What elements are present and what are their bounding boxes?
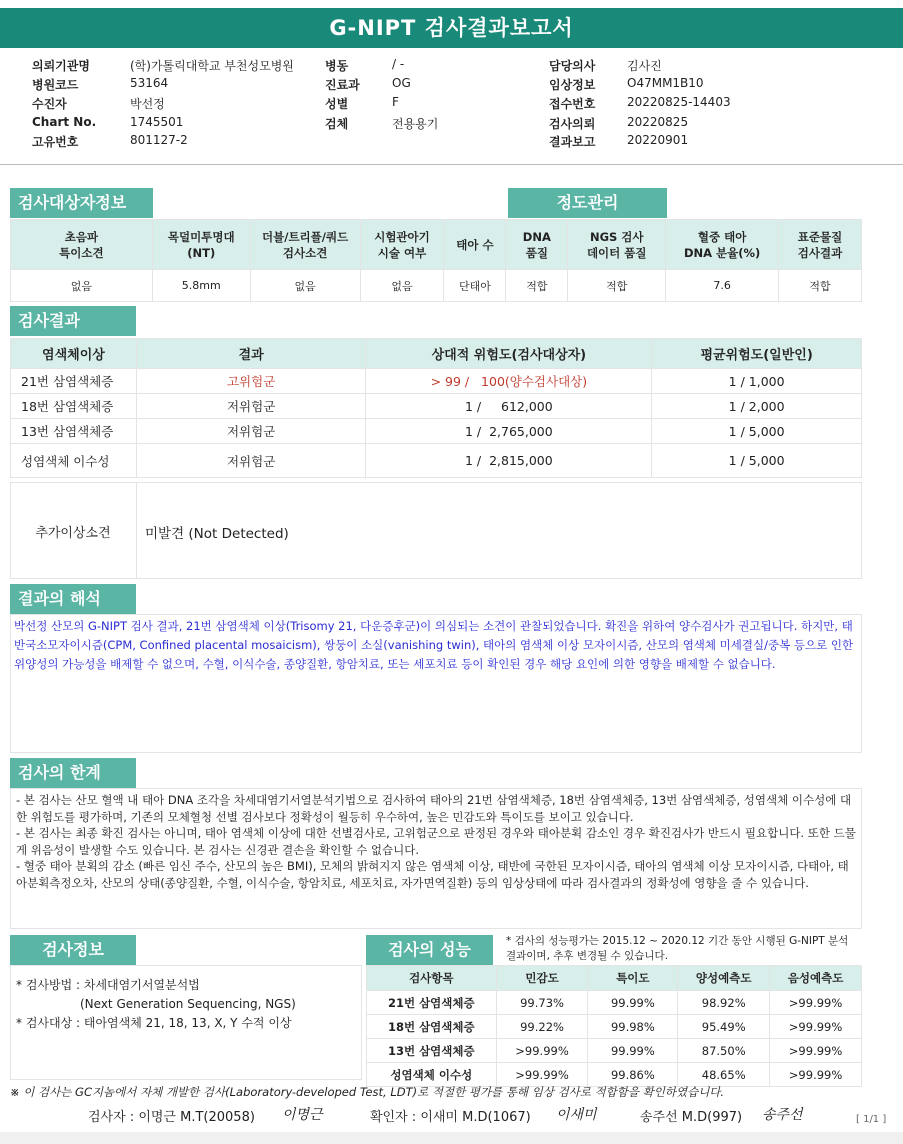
performance-value: >99.99%: [770, 991, 862, 1015]
test-info-text: [16, 976, 296, 1033]
subject-header: 태아 수: [444, 220, 506, 270]
result-status: 저위험군: [136, 444, 366, 478]
result-row: [11, 444, 862, 478]
result-risk: > 99 / 100(양수검사대상): [366, 369, 652, 394]
performance-row: [367, 1015, 862, 1039]
performance-value: 48.65%: [678, 1063, 770, 1087]
performance-table: [366, 965, 862, 1087]
subject-header: 초음파 특이소견: [11, 220, 153, 270]
divider: [136, 482, 137, 579]
subject-value: 적합: [506, 270, 568, 302]
subject-header: 혈중 태아 DNA 분율(%): [666, 220, 779, 270]
result-status: 고위험군: [136, 369, 366, 394]
subject-header: DNA 품질: [506, 220, 568, 270]
performance-header: 민감도: [496, 966, 588, 991]
results-table: [10, 338, 862, 478]
section-performance: 검사의 성능: [366, 935, 493, 965]
performance-value: 98.92%: [678, 991, 770, 1015]
performance-value: >99.99%: [496, 1039, 588, 1063]
performance-value: 99.99%: [588, 1039, 678, 1063]
performance-row: [367, 1063, 862, 1087]
performance-value: 87.50%: [678, 1039, 770, 1063]
performance-value: >99.99%: [770, 1063, 862, 1087]
result-chromosome: 21번 삼염색체증: [11, 369, 137, 394]
result-status: 저위험군: [136, 419, 366, 444]
info-value: 53164: [130, 76, 169, 90]
performance-value: 99.73%: [496, 991, 588, 1015]
interpretation-text: 박선정 산모의 G-NIPT 검사 결과, 21번 삼염색체 이상(Trisomy 21, 다운증후군)이 의심되는 소견이 관찰되었습니다. 확진을 위하여 양수검사가 권고됩니다. 하지만, 태반국소모자이시즘(CPM, Confined placental mosaicism), 쌍둥이 소실(vanishing twin), 태아의 염색체 이상 모자이시즘, 산모의 염색체 미세결실/중복 등으로 인한 위양성의 가능성을 배제할 수 없으며, 수혈, 이식수술, 종양질환, 항암치료, 또는 세포치료 등이 확인된 경우 해당 요인에 의한 영향을 배제할 수 없습니다.: [14, 619, 854, 671]
result-header: 상대적 위험도(검사대상자): [366, 339, 652, 369]
subject-header: NGS 검사 데이터 품질: [568, 220, 666, 270]
performance-item: 21번 삼염색체증: [367, 991, 497, 1015]
result-chromosome: 13번 삼염색체증: [11, 419, 137, 444]
additional-findings-value: 미발견 (Not Detected): [145, 526, 289, 542]
info-label: 접수번호: [549, 97, 596, 111]
performance-item: 13번 삼염색체증: [367, 1039, 497, 1063]
result-chromosome: 18번 삼염색체증: [11, 394, 137, 419]
result-risk: 1 / 2,765,000: [366, 419, 652, 444]
subject-value: 적합: [568, 270, 666, 302]
info-value: 801127-2: [130, 133, 188, 147]
info-label: 고유번호: [32, 135, 79, 149]
info-value: F: [392, 95, 399, 109]
limitation-item: - 본 검사는 최종 확진 검사는 아니며, 태아 염색체 이상에 대한 선별검사로, 고위험군으로 판정된 경우와 태아분획 감소인 경우 확진검사가 반드시 필요합니다. 또한 드물게 위음성이 발생할 수도 있습니다. 본 검사는 신경관 결손을 확인할 수 없습니다.: [16, 826, 856, 857]
performance-header: 양성예측도: [678, 966, 770, 991]
footer-note: ※ 이 검사는 GC지놈에서 자체 개발한 검사(Laboratory-developed Test, LDT)로 적절한 평가를 통해 임상 검사로 적합함을 확인하였습니다.: [10, 1085, 725, 1099]
subject-value: 적합: [779, 270, 862, 302]
additional-findings-label: 추가이상소견: [35, 526, 111, 541]
doctor-signature: 송주선: [762, 1107, 803, 1123]
info-label: Chart No.: [32, 115, 97, 129]
info-value: O47MM1B10: [627, 76, 704, 90]
result-header: 평균위험도(일반인): [652, 339, 862, 369]
info-label: 검체: [325, 117, 349, 131]
performance-item: 성염색체 이수성: [367, 1063, 497, 1087]
info-label: 결과보고: [549, 135, 596, 149]
test-target: * 검사대상 : 태아염색체 21, 18, 13, X, Y 수적 이상: [16, 1016, 292, 1030]
limitation-item: - 혈중 태아 분획의 감소 (빠른 임신 주수, 산모의 높은 BMI), 모체의 밝혀지지 않은 염색체 이상, 태반에 국한된 모자이시즘, 태아의 염색체 이상 모자이시즘, 다태아, 태아분획측정오차, 산모의 상태(종양질환, 수혈, 이식수술, 항암치료, 세포치료, 자가면역질환) 등의 임상상태에 따라 검사결과의 정확성에 영향을 줄 수 있습니다.: [16, 859, 849, 890]
subject-value: 없음: [250, 270, 360, 302]
result-status: 저위험군: [136, 394, 366, 419]
info-label: 검사의뢰: [549, 117, 596, 131]
info-label: 담당의사: [549, 59, 596, 73]
info-value: (학)가톨릭대학교 부천성모병원: [130, 59, 294, 73]
performance-value: >99.99%: [770, 1039, 862, 1063]
result-average-risk: 1 / 5,000: [652, 419, 862, 444]
performance-note: * 검사의 성능평가는 2015.12 ~ 2020.12 기간 동안 시행된 G-NIPT 분석 결과이며, 추후 변경될 수 있습니다.: [506, 935, 849, 962]
page-number: [ 1/1 ]: [856, 1114, 887, 1125]
info-value: OG: [392, 76, 411, 90]
limitations-list: [16, 792, 858, 891]
performance-value: 99.86%: [588, 1063, 678, 1087]
result-risk: 1 / 2,815,000: [366, 444, 652, 478]
info-value: 박선정: [130, 97, 165, 111]
section-limitations: 검사의 한계: [10, 758, 136, 788]
result-chromosome: 성염색체 이수성: [11, 444, 137, 478]
section-test-info: 검사정보: [10, 935, 136, 965]
test-method: * 검사방법 : 차세대염기서열분석법: [16, 978, 200, 992]
result-header: 염색체이상: [11, 339, 137, 369]
performance-header: 검사항목: [367, 966, 497, 991]
test-method-detail: (Next Generation Sequencing, NGS): [80, 997, 296, 1011]
performance-item: 18번 삼염색체증: [367, 1015, 497, 1039]
doctor-label: 송주선 M.D(997): [640, 1110, 743, 1125]
result-header: 결과: [136, 339, 366, 369]
subject-header: 시험관아기 시술 여부: [360, 220, 444, 270]
result-row: [11, 419, 862, 444]
info-value: 1745501: [130, 115, 184, 129]
result-row: [11, 394, 862, 419]
info-value: 20220825-14403: [627, 95, 731, 109]
info-value: 20220901: [627, 133, 689, 147]
info-label: 병동: [325, 59, 349, 73]
subject-value: 없음: [360, 270, 444, 302]
performance-header: 음성예측도: [770, 966, 862, 991]
section-results: 검사결과: [10, 306, 136, 336]
info-value: / -: [392, 57, 405, 71]
subject-header: 표준물질 검사결과: [779, 220, 862, 270]
subject-value: 단태아: [444, 270, 506, 302]
tester-label: 검사자 : 이명근 M.T(20058): [88, 1110, 255, 1125]
subject-value: 5.8mm: [152, 270, 250, 302]
info-label: 의뢰기관명: [32, 59, 90, 73]
info-value: 20220825: [627, 115, 689, 129]
tester-signature: 이명근: [282, 1107, 323, 1123]
performance-value: 99.22%: [496, 1015, 588, 1039]
performance-value: >99.99%: [496, 1063, 588, 1087]
page-bottom-bar: [0, 1132, 903, 1144]
result-average-risk: 1 / 5,000: [652, 444, 862, 478]
performance-value: 99.98%: [588, 1015, 678, 1039]
report-title: G-NIPT 검사결과보고서: [0, 8, 903, 48]
result-average-risk: 1 / 2,000: [652, 394, 862, 419]
section-subject-info: 검사대상자정보: [10, 188, 153, 218]
section-interpretation: 결과의 해석: [10, 584, 136, 614]
info-label: 임상정보: [549, 78, 596, 92]
subject-table: [10, 219, 862, 302]
section-quality-control: 정도관리: [508, 188, 667, 218]
performance-value: >99.99%: [770, 1015, 862, 1039]
info-label: 수진자: [32, 97, 67, 111]
limitation-item: - 본 검사는 산모 혈액 내 태아 DNA 조각을 차세대염기서열분석기법으로 검사하여 태아의 21번 삼염색체증, 18번 삼염색체증, 13번 삼염색체증, 성염색체 이수성에 대한 위험도를 평가하며, 기존의 모체혈청 선별 검사보다 정확성이 월등히 우수하여, 높은 민감도와 특이도를 보이고 있습니다.: [16, 793, 852, 824]
performance-row: [367, 991, 862, 1015]
info-value: 전용용기: [392, 117, 439, 131]
confirmer-label: 확인자 : 이새미 M.D(1067): [370, 1110, 531, 1125]
subject-value: 7.6: [666, 270, 779, 302]
subject-header: 목덜미투명대 (NT): [152, 220, 250, 270]
info-label: 진료과: [325, 78, 360, 92]
confirmer-signature: 이새미: [556, 1107, 597, 1123]
info-value: 김사진: [627, 59, 662, 73]
performance-header: 특이도: [588, 966, 678, 991]
performance-value: 95.49%: [678, 1015, 770, 1039]
performance-value: 99.99%: [588, 991, 678, 1015]
info-label: 성별: [325, 97, 349, 111]
divider: [0, 164, 903, 165]
subject-header: 더블/트리플/쿼드 검사소견: [250, 220, 360, 270]
result-average-risk: 1 / 1,000: [652, 369, 862, 394]
performance-row: [367, 1039, 862, 1063]
info-label: 병원코드: [32, 78, 79, 92]
result-row: [11, 369, 862, 394]
subject-value: 없음: [11, 270, 153, 302]
result-risk: 1 / 612,000: [366, 394, 652, 419]
additional-findings-box: [10, 482, 862, 579]
